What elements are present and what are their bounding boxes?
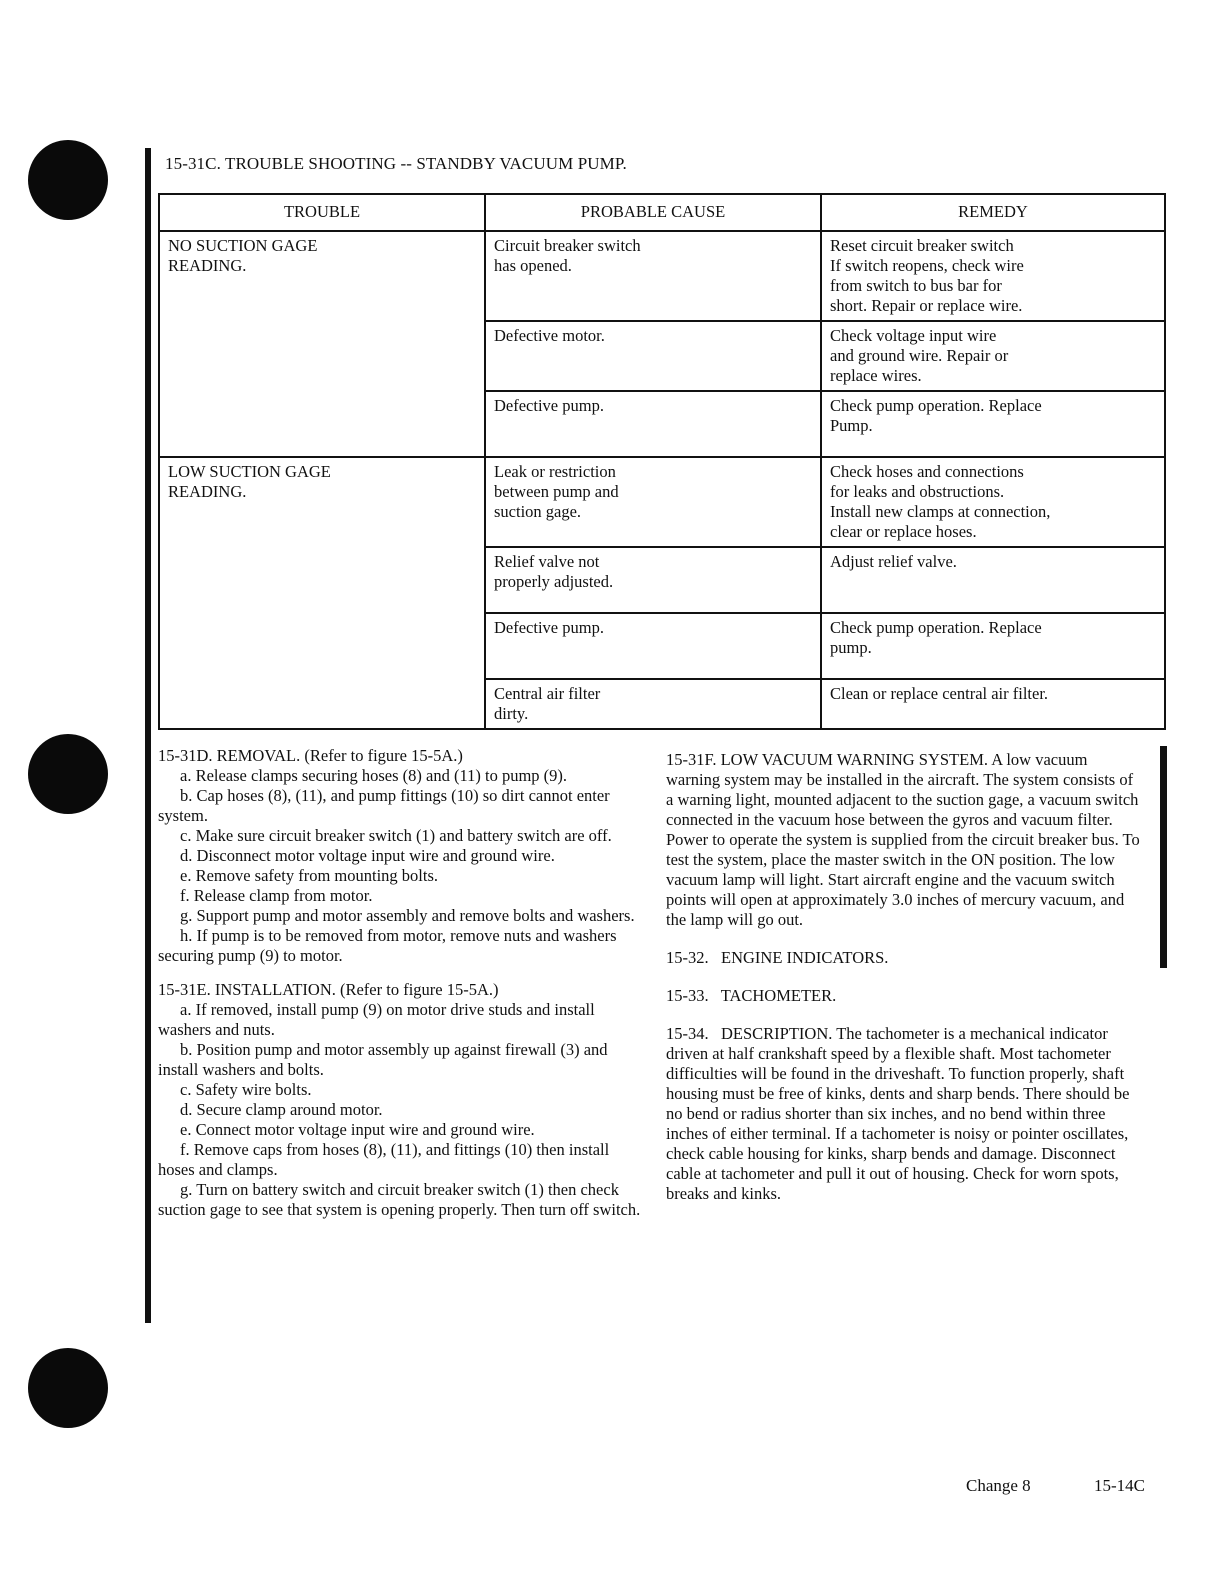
remedy-cell (821, 321, 1165, 391)
cause-line: suction gage. (494, 502, 582, 521)
cause-line: Defective pump. (494, 396, 604, 415)
removal-step: c. Make sure circuit breaker switch (1) and battery switch are off. (180, 826, 612, 845)
remedy-line: Check hoses and connections (830, 462, 1024, 481)
header-remedy: REMEDY (821, 194, 1165, 231)
page-number: 15-14C (1094, 1476, 1145, 1495)
removal-step: e. Remove safety from mounting bolts. (180, 866, 438, 885)
cause-line: Relief valve not (494, 552, 600, 571)
installation-step: b. Position pump and motor assembly up against firewall (3) and install washers and bolts. (158, 1040, 608, 1079)
cause-cell (485, 321, 821, 391)
trouble-cell (159, 457, 485, 729)
remedy-cell (821, 457, 1165, 547)
cause-line: Central air filter (494, 684, 601, 703)
cause-line: Defective motor. (494, 326, 605, 345)
removal-steps (158, 766, 642, 966)
installation-step: c. Safety wire bolts. (180, 1080, 312, 1099)
remedy-line: Adjust relief valve. (830, 552, 957, 571)
remedy-cell (821, 613, 1165, 679)
removal-step: b. Cap hoses (8), (11), and pump fittings (10) so dirt cannot enter system. (158, 786, 610, 825)
remedy-line: clear or replace hoses. (830, 522, 977, 541)
engine-indicators-title: 15-32. ENGINE INDICATORS. (666, 948, 889, 967)
remedy-line: Reset circuit breaker switch (830, 236, 1014, 255)
description-text: The tachometer is a mechanical indicator driven at half crankshaft speed by a flexible shaft. Most tachometer difficulties will be found in the driveshaft. To function properly, shaft housing must be free of kinks, dents and sharp bends. There should be no bend or radius shorter than six inches, and no bend within three inches of either terminal. If a tachometer is noisy or pointer oscillates, check cable housing for kinks, sharp bends and damage. Disconnect cable at tachometer and pull it out of housing. Check for worn spots, breaks and kinks. (666, 1024, 1130, 1203)
cause-line: Defective pump. (494, 618, 604, 637)
change-number: Change 8 (966, 1476, 1031, 1495)
remedy-line: Install new clamps at connection, (830, 502, 1051, 521)
cause-cell (485, 547, 821, 613)
trouble-line: READING. (168, 256, 247, 275)
installation-step: g. Turn on battery switch and circuit breaker switch (1) then check suction gage to see that system is opening properly. Then turn off switch. (158, 1180, 641, 1219)
binder-hole-bottom (28, 1348, 108, 1428)
cause-cell (485, 613, 821, 679)
remedy-line: pump. (830, 638, 872, 657)
header-probable-cause: PROBABLE CAUSE (485, 194, 821, 231)
change-bar-right (1160, 746, 1167, 968)
installation-title: 15-31E. INSTALLATION. (Refer to figure 15-5A.) (158, 980, 499, 999)
cause-cell (485, 457, 821, 547)
installation-step: d. Secure clamp around motor. (180, 1100, 383, 1119)
low-vacuum-paragraph (666, 750, 1144, 930)
remedy-cell (821, 231, 1165, 321)
table-header-row (159, 194, 1165, 231)
left-column (158, 746, 642, 1220)
remedy-line: Check voltage input wire (830, 326, 997, 345)
cause-cell (485, 391, 821, 457)
remedy-line: and ground wire. Repair or (830, 346, 1009, 365)
description-title: 15-34. DESCRIPTION. (666, 1024, 833, 1043)
removal-step: f. Release clamp from motor. (180, 886, 373, 905)
low-vacuum-title: 15-31F. LOW VACUUM WARNING SYSTEM. (666, 750, 988, 769)
removal-title: 15-31D. REMOVAL. (Refer to figure 15-5A.) (158, 746, 463, 765)
cause-line: has opened. (494, 256, 572, 275)
cause-cell (485, 231, 821, 321)
removal-step: d. Disconnect motor voltage input wire and ground wire. (180, 846, 555, 865)
installation-step: a. If removed, install pump (9) on motor drive studs and install washers and nuts. (158, 1000, 595, 1039)
right-column (666, 750, 1144, 1204)
low-vacuum-text: A low vacuum warning system may be installed in the aircraft. The system consists of a warning light, mounted adjacent to the suction gage, a vacuum switch connected in the vacuum hose between the gyros and vacuum filter. Power to operate the system is supplied from the circuit breaker bus. To test the system, place the master switch in the ON position. The low vacuum lamp will light. Start aircraft engine and the vacuum switch points will open at approximately 3.0 inches of mercury vacuum, and the lamp will go out. (666, 750, 1140, 929)
removal-step: a. Release clamps securing hoses (8) and (11) to pump (9). (180, 766, 568, 785)
binder-hole-middle (28, 734, 108, 814)
installation-step: e. Connect motor voltage input wire and ground wire. (180, 1120, 535, 1139)
trouble-cell (159, 231, 485, 457)
description-paragraph (666, 1024, 1144, 1204)
remedy-cell (821, 679, 1165, 729)
remedy-line: Check pump operation. Replace (830, 618, 1042, 637)
remedy-line: short. Repair or replace wire. (830, 296, 1023, 315)
remedy-line: Clean or replace central air filter. (830, 684, 1049, 703)
change-bar-left (145, 148, 151, 1323)
tachometer-title: 15-33. TACHOMETER. (666, 986, 837, 1005)
remedy-line: from switch to bus bar for (830, 276, 1002, 295)
section-title: 15-31C. TROUBLE SHOOTING -- STANDBY VACUUM PUMP. (165, 154, 627, 173)
cause-line: Leak or restriction (494, 462, 616, 481)
troubleshooting-table (158, 193, 1166, 730)
cause-cell (485, 679, 821, 729)
cause-line: between pump and (494, 482, 619, 501)
remedy-line: replace wires. (830, 366, 922, 385)
remedy-line: for leaks and obstructions. (830, 482, 1005, 501)
remedy-cell (821, 391, 1165, 457)
trouble-line: READING. (168, 482, 247, 501)
binder-hole-top (28, 140, 108, 220)
table-row (159, 457, 1165, 547)
cause-line: Circuit breaker switch (494, 236, 641, 255)
table-row (159, 231, 1165, 321)
installation-steps (158, 1000, 642, 1220)
cause-line: properly adjusted. (494, 572, 614, 591)
trouble-line: NO SUCTION GAGE (168, 236, 318, 255)
remedy-cell (821, 547, 1165, 613)
installation-step: f. Remove caps from hoses (8), (11), and fittings (10) then install hoses and clamps. (158, 1140, 610, 1179)
cause-line: dirty. (494, 704, 529, 723)
remedy-line: If switch reopens, check wire (830, 256, 1024, 275)
removal-step: h. If pump is to be removed from motor, remove nuts and washers securing pump (9) to motor. (158, 926, 617, 965)
remedy-line: Check pump operation. Replace (830, 396, 1042, 415)
header-trouble: TROUBLE (159, 194, 485, 231)
remedy-line: Pump. (830, 416, 873, 435)
trouble-line: LOW SUCTION GAGE (168, 462, 331, 481)
removal-step: g. Support pump and motor assembly and remove bolts and washers. (180, 906, 635, 925)
